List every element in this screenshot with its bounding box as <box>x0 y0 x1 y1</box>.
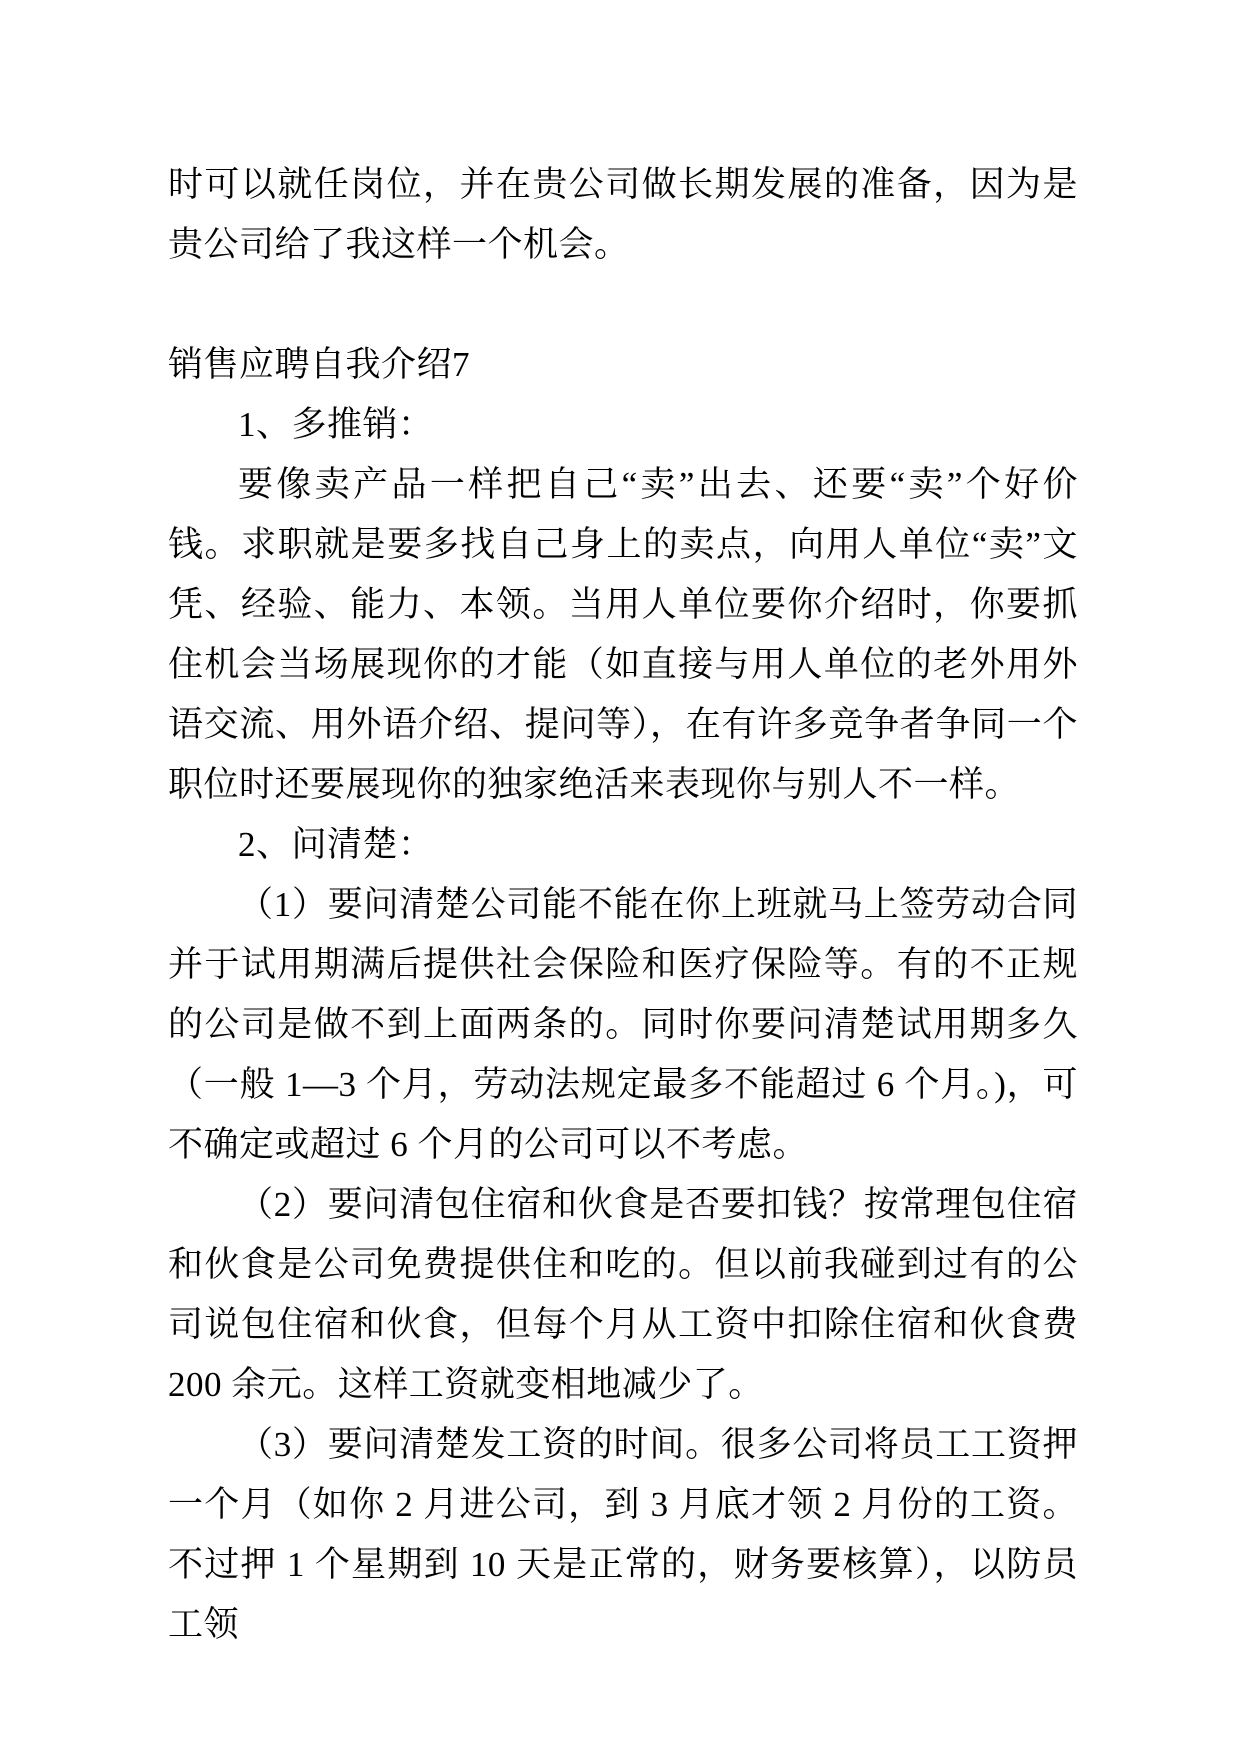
blank-line <box>168 275 1078 335</box>
body-paragraph-4: （3）要问清楚发工资的时间。很多公司将员工工资押一个月（如你 2 月进公司，到 3 月底才领 2 月份的工资。不过押 1 个星期到 10 天是正常的，财务要核算），以防员工领 <box>168 1425 1078 1644</box>
body-paragraph-2: （1）要问清楚公司能不能在你上班就马上签劳动合同并于试用期满后提供社会保险和医疗保险等。有的不正规的公司是做不到上面两条的。同时你要问清楚试用期多久（一般 1—3 个月，劳动法规定最多不能超过 6 个月。)，可不确定或超过 6 个月的公司可以不考虑。 <box>168 885 1078 1164</box>
continuation-paragraph: 时可以就任岗位，并在贵公司做长期发展的准备，因为是贵公司给了我这样一个机会。 <box>168 165 1078 264</box>
list-heading-2: 2、问清楚： <box>238 825 434 864</box>
body-paragraph-3: （2）要问清包住宿和伙食是否要扣钱？按常理包住宿和伙食是公司免费提供住和吃的。但以前我碰到过有的公司说包住宿和伙食，但每个月从工资中扣除住宿和伙食费 200 余元。这样工资就变相地减少了。 <box>168 1185 1078 1404</box>
list-heading-1: 1、多推销： <box>238 405 434 444</box>
body-paragraph-1: 要像卖产品一样把自己“卖”出去、还要“卖”个好价钱。求职就是要多找自己身上的卖点，向用人单位“卖”文凭、经验、能力、本领。当用人单位要你介绍时，你要抓住机会当场展现你的才能（如直接与用人单位的老外用外语交流、用外语介绍、提问等），在有许多竞争者争同一个职位时还要展现你的独家绝活来表现你与别人不一样。 <box>168 465 1078 804</box>
section-heading: 销售应聘自我介绍7 <box>168 345 471 384</box>
